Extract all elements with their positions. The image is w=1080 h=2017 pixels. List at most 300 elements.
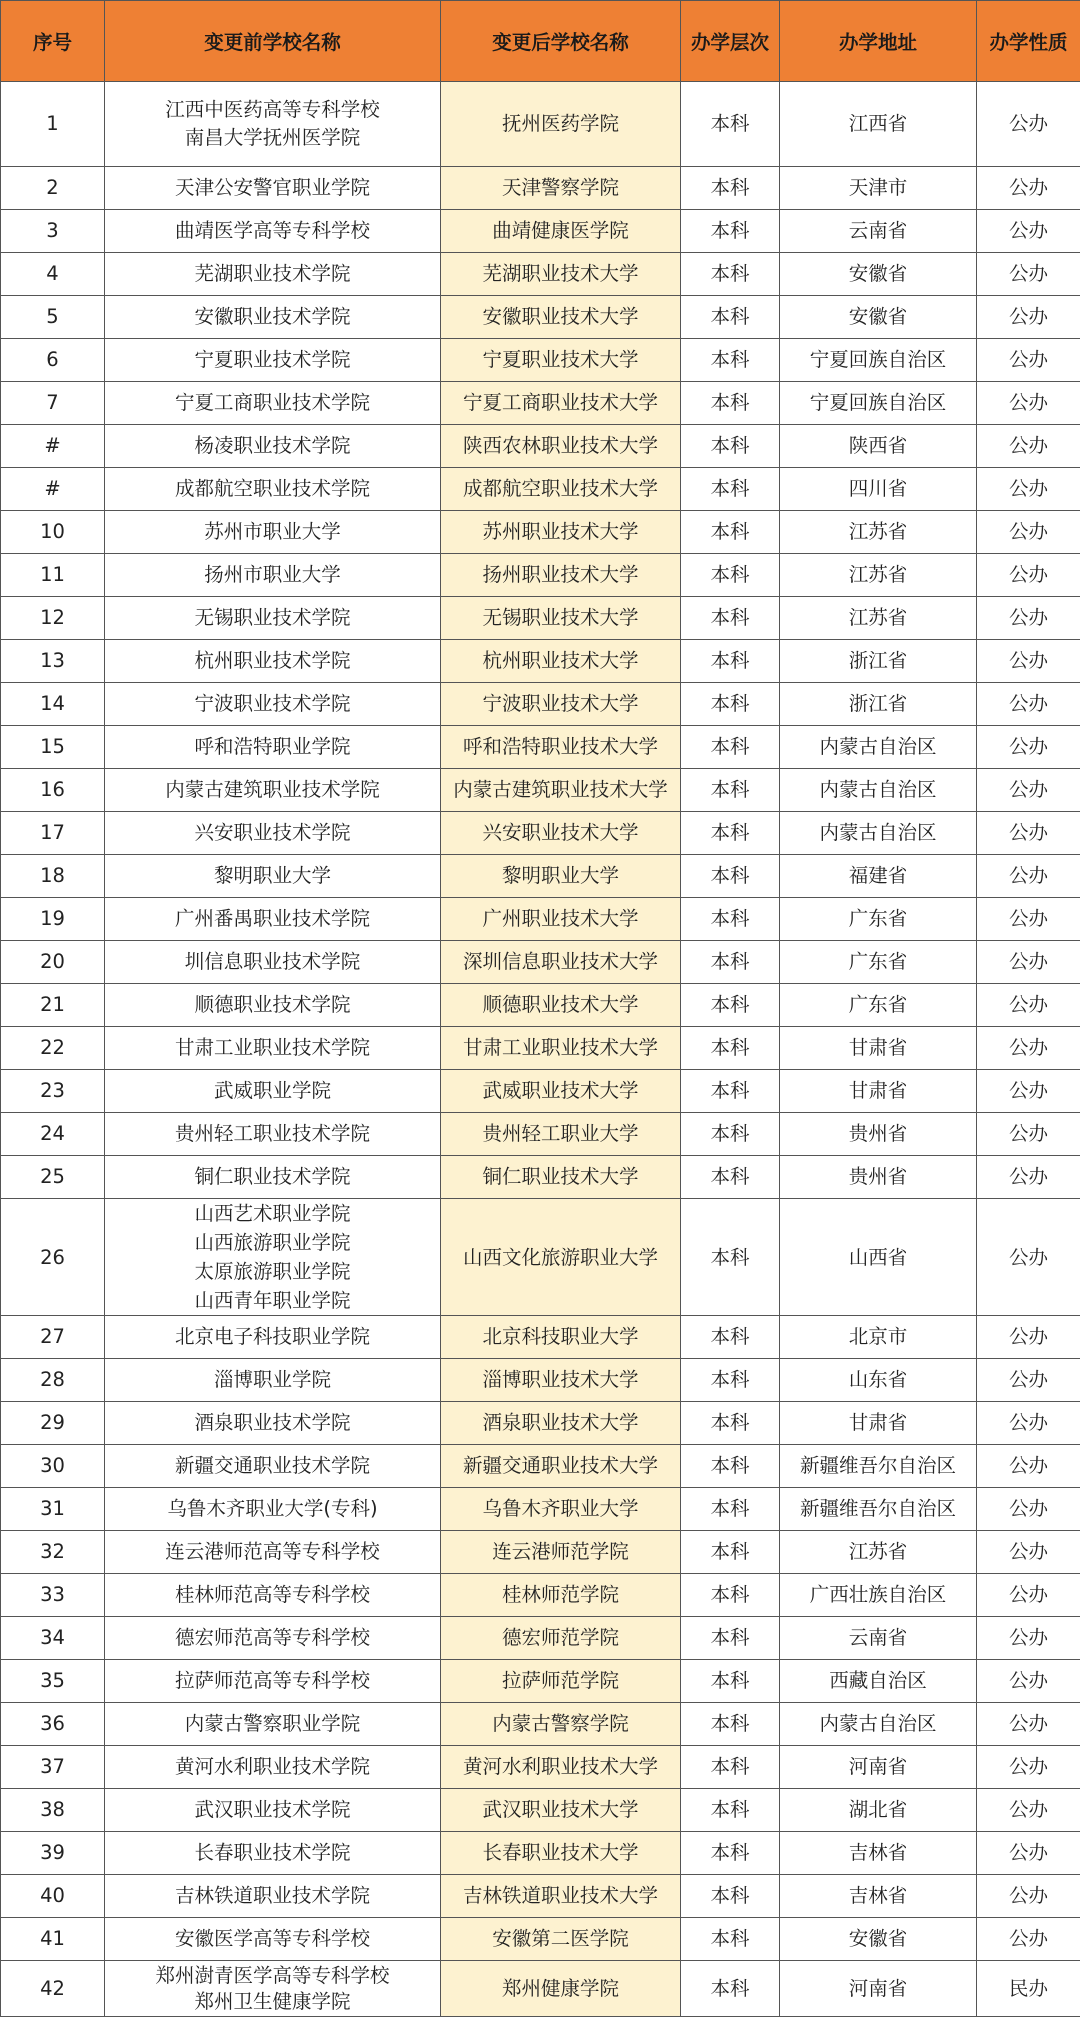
table-row xyxy=(1,855,1080,898)
cell-serial-number: 31 xyxy=(1,1488,105,1531)
cell-serial-number: 18 xyxy=(1,855,105,898)
table-row xyxy=(1,769,1080,812)
cell-new-school-name: 宁波职业技术大学 xyxy=(441,683,681,726)
cell-school-address: 山西省 xyxy=(780,1199,977,1316)
cell-school-address: 四川省 xyxy=(780,468,977,511)
old-school-name-line: 甘肃工业职业技术学院 xyxy=(109,1034,436,1062)
cell-serial-number: 14 xyxy=(1,683,105,726)
cell-old-school-name xyxy=(105,1070,441,1113)
cell-school-nature: 公办 xyxy=(977,597,1080,640)
old-school-name-line: 郑州澍青医学高等专科学校 xyxy=(109,1963,436,1989)
cell-education-level: 本科 xyxy=(681,1875,780,1918)
table-row xyxy=(1,1113,1080,1156)
cell-education-level: 本科 xyxy=(681,1832,780,1875)
cell-serial-number: 30 xyxy=(1,1445,105,1488)
cell-new-school-name: 苏州职业技术大学 xyxy=(441,511,681,554)
cell-school-nature: 民办 xyxy=(977,1961,1080,2017)
cell-school-nature: 公办 xyxy=(977,1703,1080,1746)
cell-old-school-name xyxy=(105,941,441,984)
cell-serial-number: 3 xyxy=(1,210,105,253)
table-row xyxy=(1,468,1080,511)
cell-school-nature: 公办 xyxy=(977,1070,1080,1113)
cell-school-address: 贵州省 xyxy=(780,1156,977,1199)
cell-old-school-name xyxy=(105,1961,441,2017)
old-school-name-line: 桂林师范高等专科学校 xyxy=(109,1581,436,1609)
cell-serial-number: 15 xyxy=(1,726,105,769)
cell-old-school-name xyxy=(105,82,441,167)
old-school-name-line: 安徽职业技术学院 xyxy=(109,303,436,331)
cell-school-address: 天津市 xyxy=(780,167,977,210)
old-school-name-line: 南昌大学抚州医学院 xyxy=(109,124,436,152)
cell-new-school-name: 无锡职业技术大学 xyxy=(441,597,681,640)
cell-education-level: 本科 xyxy=(681,1789,780,1832)
old-school-name-line: 郑州卫生健康学院 xyxy=(109,1989,436,2015)
cell-school-nature: 公办 xyxy=(977,1402,1080,1445)
cell-education-level: 本科 xyxy=(681,984,780,1027)
cell-old-school-name xyxy=(105,1832,441,1875)
table-row xyxy=(1,1070,1080,1113)
table-row xyxy=(1,253,1080,296)
table-row xyxy=(1,1789,1080,1832)
cell-school-nature: 公办 xyxy=(977,1199,1080,1316)
old-school-name-line: 内蒙古建筑职业技术学院 xyxy=(109,776,436,804)
cell-education-level: 本科 xyxy=(681,425,780,468)
table-row xyxy=(1,1359,1080,1402)
cell-school-nature: 公办 xyxy=(977,210,1080,253)
cell-old-school-name xyxy=(105,1113,441,1156)
cell-school-nature: 公办 xyxy=(977,511,1080,554)
cell-school-address: 新疆维吾尔自治区 xyxy=(780,1488,977,1531)
table-row xyxy=(1,640,1080,683)
cell-new-school-name: 成都航空职业技术大学 xyxy=(441,468,681,511)
cell-new-school-name: 新疆交通职业技术大学 xyxy=(441,1445,681,1488)
table-row xyxy=(1,1574,1080,1617)
cell-new-school-name: 顺德职业技术大学 xyxy=(441,984,681,1027)
cell-old-school-name xyxy=(105,898,441,941)
old-school-name-line: 铜仁职业技术学院 xyxy=(109,1163,436,1191)
table-header xyxy=(1,1,1080,82)
cell-new-school-name: 铜仁职业技术大学 xyxy=(441,1156,681,1199)
cell-school-nature: 公办 xyxy=(977,382,1080,425)
table-row xyxy=(1,1961,1080,2017)
old-school-name-line: 苏州市职业大学 xyxy=(109,518,436,546)
cell-school-nature: 公办 xyxy=(977,1832,1080,1875)
cell-school-address: 浙江省 xyxy=(780,683,977,726)
old-school-name-line: 长春职业技术学院 xyxy=(109,1839,436,1867)
table-row xyxy=(1,984,1080,1027)
cell-serial-number: 11 xyxy=(1,554,105,597)
cell-school-nature: 公办 xyxy=(977,1918,1080,1961)
cell-old-school-name xyxy=(105,1617,441,1660)
header-education-level: 办学层次 xyxy=(681,1,780,82)
cell-old-school-name xyxy=(105,1789,441,1832)
cell-serial-number: 32 xyxy=(1,1531,105,1574)
cell-school-nature: 公办 xyxy=(977,812,1080,855)
cell-old-school-name xyxy=(105,984,441,1027)
cell-new-school-name: 贵州轻工职业大学 xyxy=(441,1113,681,1156)
cell-new-school-name: 兴安职业技术大学 xyxy=(441,812,681,855)
table-row xyxy=(1,1531,1080,1574)
old-school-name-line: 酒泉职业技术学院 xyxy=(109,1409,436,1437)
cell-serial-number: 21 xyxy=(1,984,105,1027)
cell-education-level: 本科 xyxy=(681,511,780,554)
old-school-name-line: 无锡职业技术学院 xyxy=(109,604,436,632)
cell-education-level: 本科 xyxy=(681,82,780,167)
old-school-name-line: 杨凌职业技术学院 xyxy=(109,432,436,460)
cell-school-address: 福建省 xyxy=(780,855,977,898)
cell-serial-number: 39 xyxy=(1,1832,105,1875)
cell-school-address: 甘肃省 xyxy=(780,1402,977,1445)
table-row xyxy=(1,167,1080,210)
cell-serial-number: 2 xyxy=(1,167,105,210)
cell-school-nature: 公办 xyxy=(977,1746,1080,1789)
old-school-name-line: 黄河水利职业技术学院 xyxy=(109,1753,436,1781)
cell-school-nature: 公办 xyxy=(977,468,1080,511)
cell-school-address: 内蒙古自治区 xyxy=(780,1703,977,1746)
old-school-name-line: 广州番禺职业技术学院 xyxy=(109,905,436,933)
table-row xyxy=(1,1660,1080,1703)
cell-education-level: 本科 xyxy=(681,210,780,253)
header-row xyxy=(1,1,1080,82)
old-school-name-line: 宁夏职业技术学院 xyxy=(109,346,436,374)
cell-new-school-name: 天津警察学院 xyxy=(441,167,681,210)
cell-serial-number: 5 xyxy=(1,296,105,339)
old-school-name-line: 兴安职业技术学院 xyxy=(109,819,436,847)
old-school-name-line: 安徽医学高等专科学校 xyxy=(109,1925,436,1953)
cell-school-nature: 公办 xyxy=(977,1531,1080,1574)
cell-school-nature: 公办 xyxy=(977,1027,1080,1070)
cell-school-address: 北京市 xyxy=(780,1316,977,1359)
cell-education-level: 本科 xyxy=(681,1199,780,1316)
cell-new-school-name: 山西文化旅游职业大学 xyxy=(441,1199,681,1316)
table-body xyxy=(1,82,1080,2017)
cell-school-nature: 公办 xyxy=(977,167,1080,210)
cell-school-address: 湖北省 xyxy=(780,1789,977,1832)
cell-serial-number: 27 xyxy=(1,1316,105,1359)
old-school-name-line: 德宏师范高等专科学校 xyxy=(109,1624,436,1652)
header-serial-number: 序号 xyxy=(1,1,105,82)
cell-old-school-name xyxy=(105,468,441,511)
old-school-name-line: 呼和浩特职业学院 xyxy=(109,733,436,761)
cell-serial-number: 35 xyxy=(1,1660,105,1703)
cell-old-school-name xyxy=(105,425,441,468)
cell-serial-number: 1 xyxy=(1,82,105,167)
cell-new-school-name: 酒泉职业技术大学 xyxy=(441,1402,681,1445)
cell-school-nature: 公办 xyxy=(977,1574,1080,1617)
cell-school-address: 广东省 xyxy=(780,898,977,941)
cell-old-school-name xyxy=(105,683,441,726)
cell-school-address: 新疆维吾尔自治区 xyxy=(780,1445,977,1488)
old-school-name-line: 宁夏工商职业技术学院 xyxy=(109,389,436,417)
cell-old-school-name xyxy=(105,855,441,898)
cell-school-nature: 公办 xyxy=(977,683,1080,726)
cell-old-school-name xyxy=(105,769,441,812)
cell-school-address: 广东省 xyxy=(780,984,977,1027)
old-school-name-line: 内蒙古警察职业学院 xyxy=(109,1710,436,1738)
cell-old-school-name xyxy=(105,167,441,210)
cell-school-address: 广东省 xyxy=(780,941,977,984)
cell-old-school-name xyxy=(105,1488,441,1531)
old-school-name-line: 新疆交通职业技术学院 xyxy=(109,1452,436,1480)
cell-serial-number: 42 xyxy=(1,1961,105,2017)
cell-old-school-name xyxy=(105,1316,441,1359)
cell-new-school-name: 淄博职业技术大学 xyxy=(441,1359,681,1402)
cell-school-address: 江苏省 xyxy=(780,511,977,554)
header-old-school-name: 变更前学校名称 xyxy=(105,1,441,82)
cell-education-level: 本科 xyxy=(681,468,780,511)
old-school-name-line: 淄博职业学院 xyxy=(109,1366,436,1394)
cell-school-nature: 公办 xyxy=(977,296,1080,339)
old-school-name-line: 山西青年职业学院 xyxy=(109,1286,436,1315)
old-school-name-line: 连云港师范高等专科学校 xyxy=(109,1538,436,1566)
cell-new-school-name: 曲靖健康医学院 xyxy=(441,210,681,253)
cell-education-level: 本科 xyxy=(681,1918,780,1961)
cell-school-nature: 公办 xyxy=(977,1359,1080,1402)
table-row xyxy=(1,425,1080,468)
cell-school-address: 江苏省 xyxy=(780,554,977,597)
cell-school-nature: 公办 xyxy=(977,984,1080,1027)
cell-school-address: 内蒙古自治区 xyxy=(780,726,977,769)
cell-old-school-name xyxy=(105,640,441,683)
cell-serial-number: 6 xyxy=(1,339,105,382)
header-new-school-name: 变更后学校名称 xyxy=(441,1,681,82)
cell-school-address: 内蒙古自治区 xyxy=(780,769,977,812)
cell-school-nature: 公办 xyxy=(977,1445,1080,1488)
cell-school-nature: 公办 xyxy=(977,253,1080,296)
cell-school-nature: 公办 xyxy=(977,941,1080,984)
cell-serial-number: 34 xyxy=(1,1617,105,1660)
cell-serial-number: 41 xyxy=(1,1918,105,1961)
cell-new-school-name: 北京科技职业大学 xyxy=(441,1316,681,1359)
cell-old-school-name xyxy=(105,210,441,253)
table-row xyxy=(1,726,1080,769)
old-school-name-line: 圳信息职业技术学院 xyxy=(109,948,436,976)
cell-old-school-name xyxy=(105,1359,441,1402)
cell-new-school-name: 安徽职业技术大学 xyxy=(441,296,681,339)
cell-serial-number: 28 xyxy=(1,1359,105,1402)
cell-new-school-name: 内蒙古建筑职业技术大学 xyxy=(441,769,681,812)
cell-education-level: 本科 xyxy=(681,382,780,425)
cell-serial-number: 36 xyxy=(1,1703,105,1746)
table-row xyxy=(1,597,1080,640)
cell-school-address: 安徽省 xyxy=(780,253,977,296)
old-school-name-line: 贵州轻工职业技术学院 xyxy=(109,1120,436,1148)
cell-education-level: 本科 xyxy=(681,941,780,984)
table-row xyxy=(1,511,1080,554)
cell-school-nature: 公办 xyxy=(977,1113,1080,1156)
cell-new-school-name: 武威职业技术大学 xyxy=(441,1070,681,1113)
cell-new-school-name: 甘肃工业职业技术大学 xyxy=(441,1027,681,1070)
cell-education-level: 本科 xyxy=(681,640,780,683)
cell-education-level: 本科 xyxy=(681,1703,780,1746)
cell-old-school-name xyxy=(105,1027,441,1070)
cell-new-school-name: 呼和浩特职业技术大学 xyxy=(441,726,681,769)
cell-old-school-name xyxy=(105,511,441,554)
table-row xyxy=(1,1445,1080,1488)
old-school-name-line: 宁波职业技术学院 xyxy=(109,690,436,718)
cell-education-level: 本科 xyxy=(681,1113,780,1156)
cell-new-school-name: 宁夏职业技术大学 xyxy=(441,339,681,382)
cell-serial-number: 29 xyxy=(1,1402,105,1445)
cell-serial-number: # xyxy=(1,425,105,468)
cell-school-nature: 公办 xyxy=(977,554,1080,597)
table-row xyxy=(1,1832,1080,1875)
cell-serial-number: # xyxy=(1,468,105,511)
cell-serial-number: 33 xyxy=(1,1574,105,1617)
cell-school-address: 江西省 xyxy=(780,82,977,167)
cell-education-level: 本科 xyxy=(681,1156,780,1199)
cell-old-school-name xyxy=(105,253,441,296)
cell-school-nature: 公办 xyxy=(977,1617,1080,1660)
cell-education-level: 本科 xyxy=(681,1027,780,1070)
cell-school-nature: 公办 xyxy=(977,1789,1080,1832)
cell-old-school-name xyxy=(105,597,441,640)
table-row xyxy=(1,1402,1080,1445)
table-row xyxy=(1,1156,1080,1199)
old-school-name-line: 芜湖职业技术学院 xyxy=(109,260,436,288)
cell-school-nature: 公办 xyxy=(977,339,1080,382)
cell-old-school-name xyxy=(105,1875,441,1918)
cell-school-address: 河南省 xyxy=(780,1961,977,2017)
cell-new-school-name: 广州职业技术大学 xyxy=(441,898,681,941)
old-school-name-line: 曲靖医学高等专科学校 xyxy=(109,217,436,245)
cell-school-address: 内蒙古自治区 xyxy=(780,812,977,855)
cell-serial-number: 17 xyxy=(1,812,105,855)
cell-serial-number: 7 xyxy=(1,382,105,425)
old-school-name-line: 吉林铁道职业技术学院 xyxy=(109,1882,436,1910)
old-school-name-line: 北京电子科技职业学院 xyxy=(109,1323,436,1351)
cell-school-address: 西藏自治区 xyxy=(780,1660,977,1703)
table-row xyxy=(1,82,1080,167)
old-school-name-line: 乌鲁木齐职业大学(专科) xyxy=(109,1495,436,1523)
cell-school-address: 河南省 xyxy=(780,1746,977,1789)
table-row xyxy=(1,1316,1080,1359)
cell-serial-number: 22 xyxy=(1,1027,105,1070)
cell-school-address: 贵州省 xyxy=(780,1113,977,1156)
cell-school-nature: 公办 xyxy=(977,1488,1080,1531)
table-row xyxy=(1,554,1080,597)
cell-school-address: 浙江省 xyxy=(780,640,977,683)
cell-school-nature: 公办 xyxy=(977,1875,1080,1918)
cell-school-address: 江苏省 xyxy=(780,1531,977,1574)
cell-new-school-name: 扬州职业技术大学 xyxy=(441,554,681,597)
table-row xyxy=(1,1617,1080,1660)
cell-new-school-name: 乌鲁木齐职业大学 xyxy=(441,1488,681,1531)
cell-new-school-name: 黄河水利职业技术大学 xyxy=(441,1746,681,1789)
cell-old-school-name xyxy=(105,1531,441,1574)
cell-new-school-name: 杭州职业技术大学 xyxy=(441,640,681,683)
old-school-name-line: 拉萨师范高等专科学校 xyxy=(109,1667,436,1695)
cell-new-school-name: 桂林师范学院 xyxy=(441,1574,681,1617)
cell-old-school-name xyxy=(105,554,441,597)
cell-serial-number: 13 xyxy=(1,640,105,683)
cell-old-school-name xyxy=(105,1918,441,1961)
cell-school-nature: 公办 xyxy=(977,726,1080,769)
cell-school-address: 吉林省 xyxy=(780,1832,977,1875)
cell-education-level: 本科 xyxy=(681,296,780,339)
table-row xyxy=(1,382,1080,425)
cell-new-school-name: 陕西农林职业技术大学 xyxy=(441,425,681,468)
cell-new-school-name: 黎明职业大学 xyxy=(441,855,681,898)
cell-school-address: 江苏省 xyxy=(780,597,977,640)
old-school-name-line: 黎明职业大学 xyxy=(109,862,436,890)
cell-school-nature: 公办 xyxy=(977,769,1080,812)
cell-school-nature: 公办 xyxy=(977,855,1080,898)
cell-new-school-name: 郑州健康学院 xyxy=(441,1961,681,2017)
cell-old-school-name xyxy=(105,1199,441,1316)
cell-old-school-name xyxy=(105,812,441,855)
cell-education-level: 本科 xyxy=(681,167,780,210)
cell-serial-number: 38 xyxy=(1,1789,105,1832)
cell-old-school-name xyxy=(105,1574,441,1617)
cell-old-school-name xyxy=(105,726,441,769)
cell-school-address: 山东省 xyxy=(780,1359,977,1402)
cell-education-level: 本科 xyxy=(681,855,780,898)
cell-school-nature: 公办 xyxy=(977,1316,1080,1359)
table-row xyxy=(1,898,1080,941)
cell-serial-number: 25 xyxy=(1,1156,105,1199)
cell-new-school-name: 长春职业技术大学 xyxy=(441,1832,681,1875)
cell-serial-number: 12 xyxy=(1,597,105,640)
cell-new-school-name: 拉萨师范学院 xyxy=(441,1660,681,1703)
old-school-name-line: 武汉职业技术学院 xyxy=(109,1796,436,1824)
old-school-name-line: 山西旅游职业学院 xyxy=(109,1228,436,1257)
table-row xyxy=(1,210,1080,253)
cell-serial-number: 24 xyxy=(1,1113,105,1156)
cell-education-level: 本科 xyxy=(681,554,780,597)
cell-school-address: 吉林省 xyxy=(780,1875,977,1918)
cell-old-school-name xyxy=(105,339,441,382)
cell-school-address: 广西壮族自治区 xyxy=(780,1574,977,1617)
cell-school-address: 云南省 xyxy=(780,210,977,253)
cell-education-level: 本科 xyxy=(681,597,780,640)
cell-new-school-name: 内蒙古警察学院 xyxy=(441,1703,681,1746)
cell-education-level: 本科 xyxy=(681,1488,780,1531)
cell-education-level: 本科 xyxy=(681,1445,780,1488)
table-row xyxy=(1,339,1080,382)
cell-old-school-name xyxy=(105,1156,441,1199)
header-school-nature: 办学性质 xyxy=(977,1,1080,82)
cell-serial-number: 23 xyxy=(1,1070,105,1113)
cell-education-level: 本科 xyxy=(681,898,780,941)
cell-education-level: 本科 xyxy=(681,1359,780,1402)
cell-school-address: 宁夏回族自治区 xyxy=(780,339,977,382)
table-row xyxy=(1,1027,1080,1070)
cell-new-school-name: 连云港师范学院 xyxy=(441,1531,681,1574)
cell-school-address: 陕西省 xyxy=(780,425,977,468)
cell-education-level: 本科 xyxy=(681,1574,780,1617)
table-row xyxy=(1,1703,1080,1746)
old-school-name-line: 杭州职业技术学院 xyxy=(109,647,436,675)
cell-new-school-name: 吉林铁道职业技术大学 xyxy=(441,1875,681,1918)
table-row xyxy=(1,296,1080,339)
cell-old-school-name xyxy=(105,1746,441,1789)
cell-school-nature: 公办 xyxy=(977,640,1080,683)
cell-education-level: 本科 xyxy=(681,1660,780,1703)
old-school-name-line: 山西艺术职业学院 xyxy=(109,1199,436,1228)
cell-school-address: 安徽省 xyxy=(780,296,977,339)
cell-serial-number: 20 xyxy=(1,941,105,984)
table-row xyxy=(1,1488,1080,1531)
cell-education-level: 本科 xyxy=(681,1316,780,1359)
table-row xyxy=(1,683,1080,726)
old-school-name-line: 顺德职业技术学院 xyxy=(109,991,436,1019)
cell-education-level: 本科 xyxy=(681,1070,780,1113)
cell-old-school-name xyxy=(105,296,441,339)
cell-education-level: 本科 xyxy=(681,683,780,726)
header-school-address: 办学地址 xyxy=(780,1,977,82)
old-school-name-line: 太原旅游职业学院 xyxy=(109,1257,436,1286)
